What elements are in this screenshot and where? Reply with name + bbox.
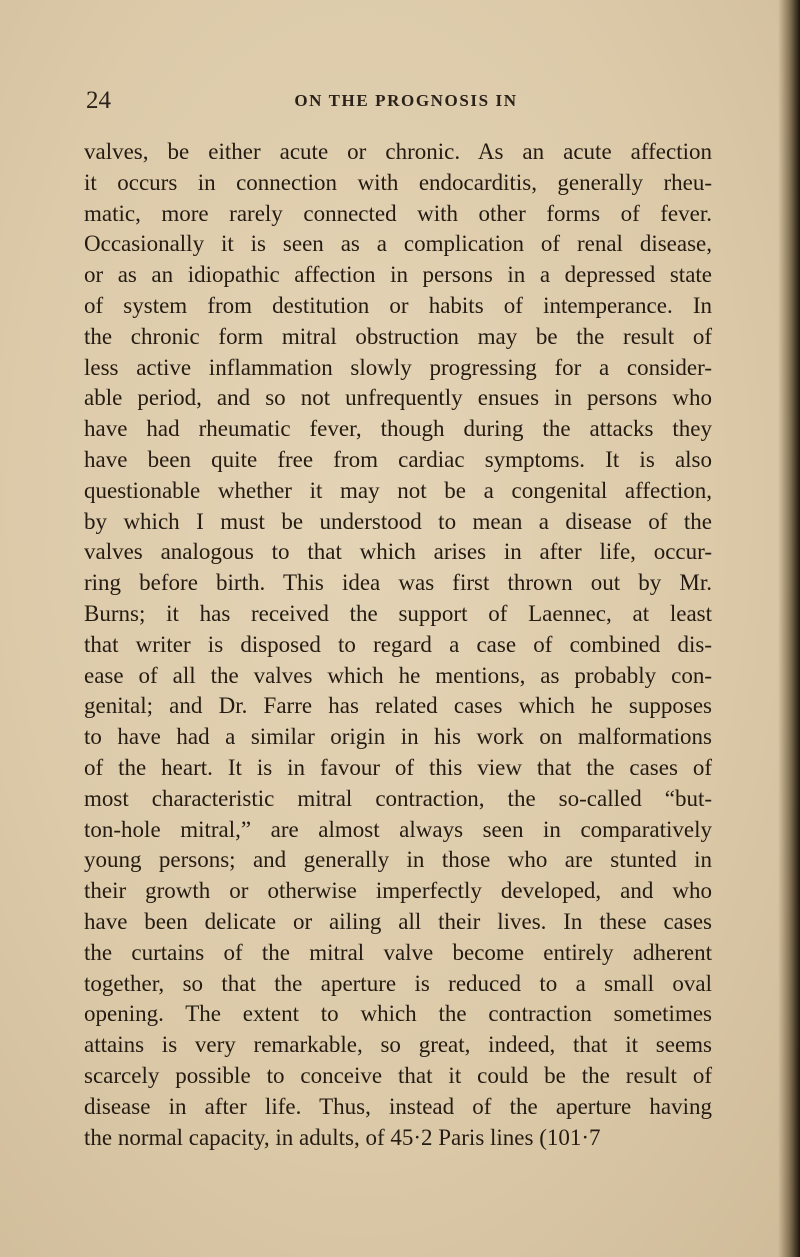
text-line: have had rheumatic fever, though during the attacks they xyxy=(84,416,712,442)
text-line: by which I must be understood to mean a disease of the xyxy=(84,508,712,534)
text-line: opening. The extent to which the contraction sometimes xyxy=(84,1001,712,1027)
running-title: ON THE PROGNOSIS IN xyxy=(294,91,518,110)
body-text xyxy=(84,137,712,1153)
text-line: Burns; it has received the support of Laennec, at least xyxy=(84,600,712,626)
text-line: have been delicate or ailing all their lives. In these cases xyxy=(84,908,712,934)
text-line: ring before birth. This idea was first thrown out by Mr. xyxy=(84,570,712,596)
text-line: have been quite free from cardiac symptoms. It is also xyxy=(84,446,712,472)
text-line: to have had a similar origin in his work on malformations xyxy=(84,724,712,750)
text-line: valves analogous to that which arises in after life, occur- xyxy=(84,539,712,565)
text-line: valves, be either acute or chronic. As an acute affection xyxy=(84,139,712,164)
text-line: Occasionally it is seen as a complication of renal disease, xyxy=(84,231,712,257)
text-line: of system from destitution or habits of intemperance. In xyxy=(84,292,712,318)
text-line: scarcely possible to conceive that it could be the result of xyxy=(84,1062,712,1088)
running-head xyxy=(86,86,726,116)
text-line: genital; and Dr. Farre has related cases which he supposes xyxy=(84,693,712,719)
text-line: questionable whether it may not be a congenital affection, xyxy=(84,477,712,503)
text-line: the curtains of the mitral valve become entirely adherent xyxy=(84,939,712,965)
text-line: or as an idiopathic affection in persons in a depressed state xyxy=(84,262,712,288)
text-line: their growth or otherwise imperfectly developed, and who xyxy=(84,878,712,904)
text-line: most characteristic mitral contraction, the so-called “but- xyxy=(84,785,712,811)
page-number: 24 xyxy=(86,87,111,114)
text-line: ton-hole mitral,” are almost always seen in comparatively xyxy=(84,816,712,842)
text-line: of the heart. It is in favour of this view that the cases of xyxy=(84,754,712,780)
text-line: it occurs in connection with endocarditis, generally rheu- xyxy=(84,169,712,195)
text-line: disease in after life. Thus, instead of the aperture having xyxy=(84,1093,712,1119)
text-line: less active inflammation slowly progressing for a consider- xyxy=(84,354,712,380)
text-line: matic, more rarely connected with other forms of fever. xyxy=(84,200,712,226)
text-line: ease of all the valves which he mentions, as probably con- xyxy=(84,662,712,688)
text-line: that writer is disposed to regard a case of combined dis- xyxy=(84,631,712,657)
text-line: young persons; and generally in those who are stunted in xyxy=(84,847,712,873)
text-line: the normal capacity, in adults, of 45·2 Paris lines (101·7 xyxy=(84,1124,601,1150)
text-line: the chronic form mitral obstruction may be the result of xyxy=(84,323,712,349)
text-line: able period, and so not unfrequently ensues in persons who xyxy=(84,385,712,411)
text-line: together, so that the aperture is reduced to a small oval xyxy=(84,970,712,996)
page-edge-shadow xyxy=(778,0,800,1257)
text-line: attains is very remarkable, so great, indeed, that it seems xyxy=(84,1032,712,1058)
